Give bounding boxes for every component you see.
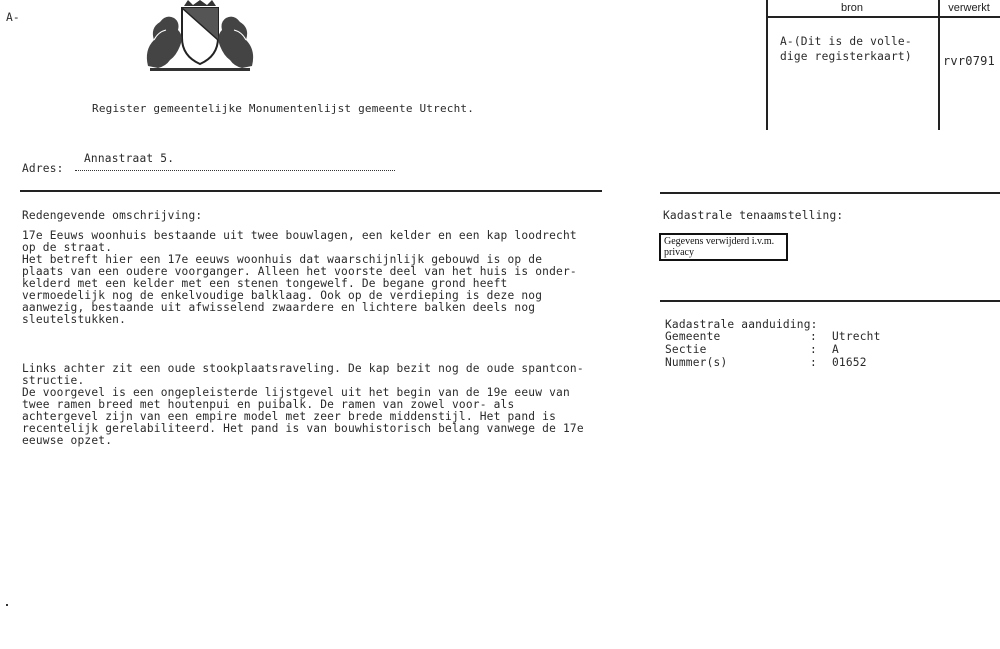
right-separator-top	[660, 192, 1000, 194]
text-line: Het betreft hier een 17e eeuws woonhuis dat waarschijnlijk gebouwd is op de	[22, 253, 543, 266]
text-line: 17e Eeuws woonhuis bestaande uit twee bouwlagen, een kelder en een kap loodrecht	[22, 229, 577, 242]
kadaster-row-label: Nummer(s)	[665, 356, 728, 369]
omschrijving-paragraph-2	[22, 363, 584, 447]
adres-label: Adres:	[22, 162, 64, 175]
text-line: structie.	[22, 374, 85, 387]
kadaster-row-sectie	[665, 343, 965, 357]
kadaster-row-label: Gemeente	[665, 330, 721, 343]
text-line: Links achter zit een oude stookplaatsraveling. De kap bezit nog de oude spantcon-	[22, 362, 584, 375]
text-line: recentelijk gerelabiliteerd. Het pand is van bouwhistorisch belang vanwege de 17e	[22, 422, 584, 435]
omschrijving-heading: Redengevende omschrijving:	[22, 209, 203, 222]
corner-mark: A-	[6, 11, 20, 24]
bron-table	[766, 0, 1000, 130]
right-separator-bottom	[660, 300, 1000, 302]
verwerkt-value: rvr0791	[943, 54, 995, 68]
bron-header: bron	[840, 2, 864, 14]
kadaster-row-sep: :	[810, 330, 817, 343]
text-line: eeuwse opzet.	[22, 434, 113, 447]
crest-icon	[140, 0, 260, 72]
register-title: Register gemeentelijke Monumentenlijst gemeente Utrecht.	[92, 102, 475, 115]
left-separator	[20, 190, 602, 192]
kadaster-row-value: A	[832, 343, 839, 356]
aanduiding-label: Kadastrale aanduiding:	[665, 318, 818, 331]
kadaster-row-value: 01652	[832, 356, 867, 369]
text-line: vermoedelijk nog de enkelvoudige balklaag. Ook op de verdieping is deze nog	[22, 289, 543, 302]
text-line: op de straat.	[22, 241, 113, 254]
tenaamstelling-label: Kadastrale tenaamstelling:	[663, 209, 844, 222]
omschrijving-paragraph-1	[22, 230, 577, 326]
kadaster-row-nummer	[665, 356, 965, 370]
kadaster-row-label: Sectie	[665, 343, 707, 356]
text-line: aanwezig, bestaande uit afwisselend zwaardere en lichtere balken deels nog	[22, 301, 536, 314]
kadaster-row-value: Utrecht	[832, 330, 881, 343]
kadaster-row-sep: :	[810, 343, 817, 356]
bron-line: dige registerkaart)	[780, 50, 912, 63]
verwerkt-header: verwerkt	[948, 2, 990, 14]
kadaster-row-gemeente	[665, 330, 965, 344]
text-line: De voorgevel is een ongepleisterde lijstgevel uit het begin van de 19e eeuw van	[22, 386, 570, 399]
bron-line: A-(Dit is de volle-	[780, 35, 912, 48]
privacy-notice: Gegevens verwijderd i.v.m. privacy	[659, 233, 788, 261]
text-line: twee ramen breed met houtenpui en puibalk. De ramen van zowel voor- als	[22, 398, 515, 411]
kadaster-row-sep: :	[810, 356, 817, 369]
stray-dot	[6, 604, 8, 606]
adres-dotted-line	[75, 170, 395, 171]
text-line: achtergevel zijn van een empire model met zeer brede middenstijl. Het pand is	[22, 410, 557, 423]
text-line: sleutelstukken.	[22, 313, 127, 326]
adres-value: Annastraat 5.	[84, 152, 175, 165]
text-line: kelderd met een kelder met een stenen tongewelf. De begane grond heeft	[22, 277, 508, 290]
text-line: plaats van een oudere voorganger. Alleen het voorste deel van het huis is onder-	[22, 265, 577, 278]
